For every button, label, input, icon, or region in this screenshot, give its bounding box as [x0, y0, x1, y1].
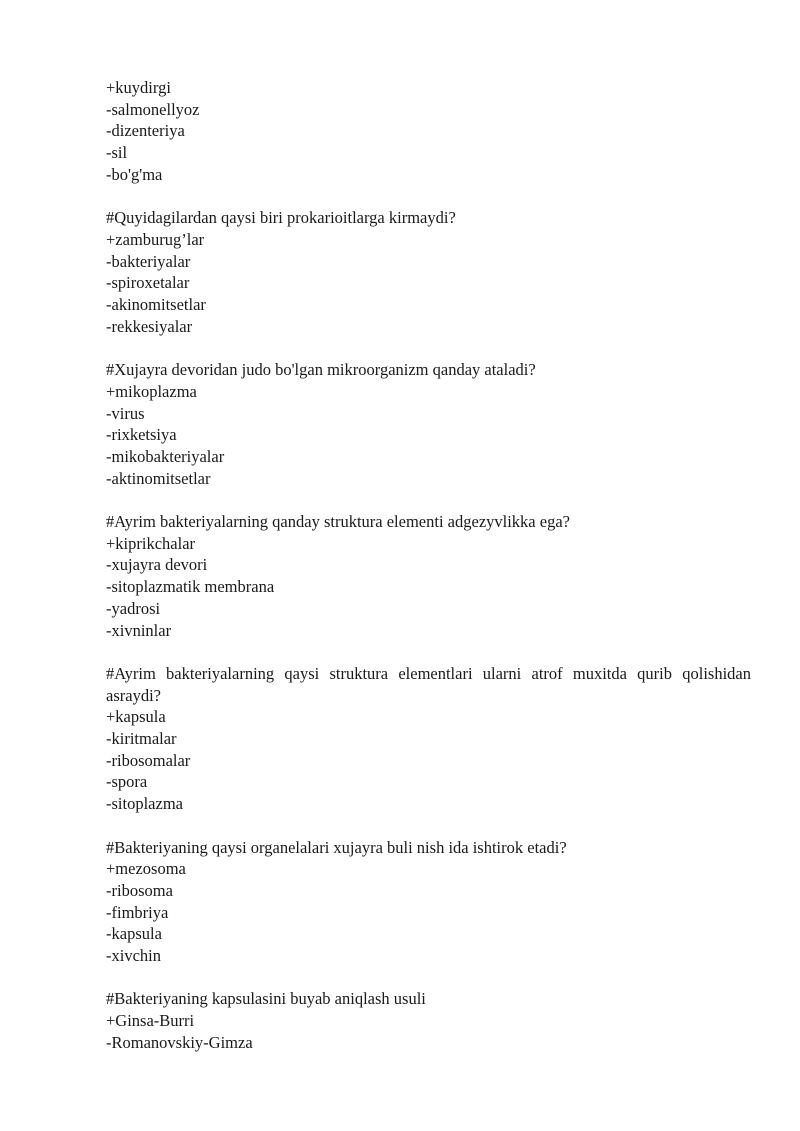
answer-option: -rixketsiya: [106, 425, 177, 445]
answer-option: -sitoplazma: [106, 794, 183, 814]
answer-option: +Ginsa-Burri: [106, 1011, 195, 1031]
question-text: #Ayrim bakteriyalarning qanday struktura elementi adgezyvlikka ega?: [106, 512, 570, 532]
answer-option: -sitoplazmatik membrana: [106, 577, 275, 597]
answer-option: -spora: [106, 772, 148, 792]
answer-option: -bakteriyalar: [106, 251, 191, 271]
answer-option: -xujayra devori: [106, 555, 208, 575]
question-block: [106, 359, 751, 489]
answer-option: -rekkesiyalar: [106, 316, 193, 336]
question-block: [106, 511, 751, 641]
answer-option: -aktinomitsetlar: [106, 468, 211, 488]
question-block: [106, 988, 751, 1053]
answer-option: +kiprikchalar: [106, 533, 196, 553]
answer-option: -kapsula: [106, 924, 162, 944]
question-text: #Ayrim bakteriyalarning qaysi struktura elementlari ularni atrof muxitda qurib qolishidan asraydi?: [106, 663, 751, 705]
question-block: [106, 77, 751, 186]
answer-option: -ribosoma: [106, 880, 173, 900]
answer-option: -Romanovskiy-Gimza: [106, 1032, 253, 1052]
answer-option: -spiroxetalar: [106, 273, 190, 293]
answer-option: -virus: [106, 403, 145, 423]
answer-option: -yadrosi: [106, 598, 161, 618]
answer-option: -akinomitsetlar: [106, 295, 206, 315]
answer-option: +mikoplazma: [106, 381, 197, 401]
answer-option: -kiritmalar: [106, 729, 177, 749]
answer-option: -bo'g'ma: [106, 164, 163, 184]
answer-option: +zamburug’lar: [106, 229, 205, 249]
document-page: [106, 77, 751, 1075]
question-block: [106, 207, 751, 337]
answer-option: -xivchin: [106, 946, 161, 966]
answer-option: -sil: [106, 143, 128, 163]
answer-option: -ribosomalar: [106, 750, 191, 770]
question-block: [106, 663, 751, 815]
answer-option: -dizenteriya: [106, 121, 185, 141]
question-text: #Bakteriyaning qaysi organelalari xujayra buli nish ida ishtirok etadi?: [106, 837, 567, 857]
answer-option: +kuydirgi: [106, 78, 171, 97]
question-text: #Xujayra devoridan judo bo'lgan mikroorganizm qanday ataladi?: [106, 360, 536, 380]
answer-option: +mezosoma: [106, 859, 186, 879]
answer-option: +kapsula: [106, 707, 166, 727]
question-text: #Bakteriyaning kapsulasini buyab aniqlash usuli: [106, 989, 426, 1009]
answer-option: -mikobakteriyalar: [106, 446, 225, 466]
question-block: [106, 837, 751, 967]
answer-option: -fimbriya: [106, 902, 169, 922]
question-text: #Quyidagilardan qaysi biri prokarioitlarga kirmaydi?: [106, 208, 456, 228]
answer-option: -salmonellyoz: [106, 99, 200, 119]
answer-option: -xivninlar: [106, 620, 172, 640]
